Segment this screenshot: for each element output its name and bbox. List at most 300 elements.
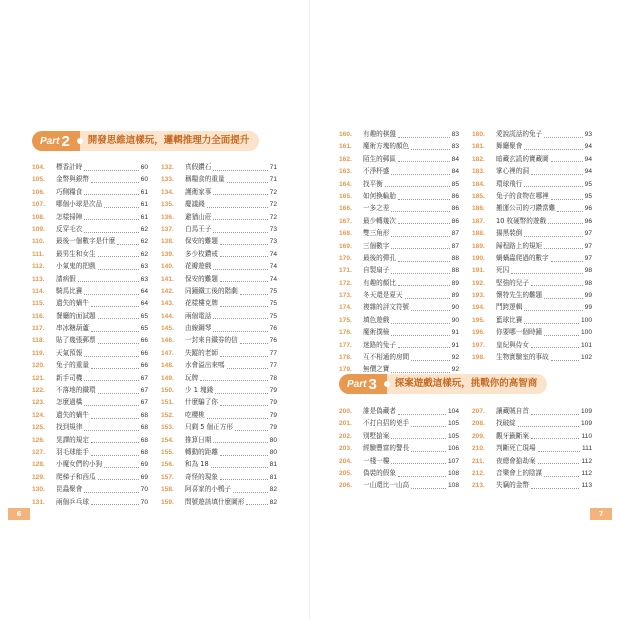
dot-leader: [91, 498, 139, 505]
toc-entry: [32, 322, 148, 334]
entry-page: 84: [451, 155, 459, 163]
entry-title: 填色遊戲: [363, 315, 390, 324]
dot-leader: [391, 242, 449, 249]
dot-leader: [557, 205, 582, 212]
entry-page: 108: [447, 469, 459, 477]
toc-entry: [32, 496, 148, 508]
dot-leader: [227, 362, 268, 369]
entry-page: 62: [140, 225, 148, 233]
entry-page: 90: [451, 316, 459, 324]
toc-entry: [339, 467, 459, 479]
dot-leader: [91, 300, 139, 307]
dot-leader: [544, 242, 583, 249]
dot-leader: [551, 155, 583, 162]
dot-leader: [246, 498, 267, 505]
entry-title: 同鐘鐵工後的階劇: [185, 286, 238, 295]
entry-title: 餐廳的面試題: [56, 311, 96, 320]
dot-leader: [391, 205, 449, 212]
entry-title: 音樂會上的陰謀: [496, 468, 543, 477]
toc-entry: [339, 326, 459, 338]
toc-entry: [161, 186, 277, 198]
dot-leader: [84, 288, 138, 295]
toc-entry: [161, 483, 277, 495]
toc-entry: [161, 421, 277, 433]
entry-title: 冬天還是夏天: [363, 291, 403, 300]
dot-leader: [391, 366, 449, 373]
toc-entry: [339, 202, 459, 214]
entry-page: 99: [584, 304, 592, 312]
entry-title: 最後的彈孔: [363, 253, 396, 262]
toc-entry: [161, 384, 277, 396]
entry-title: 別墅搶案: [363, 431, 390, 440]
toc-entry: [339, 178, 459, 190]
entry-number: 104.: [32, 164, 45, 171]
entry-page: 79: [269, 387, 277, 395]
entry-title: 怎麼過橋: [56, 398, 83, 407]
entry-number: 206.: [339, 482, 352, 490]
dot-leader: [215, 387, 267, 394]
dot-leader: [104, 201, 139, 208]
dot-leader: [220, 449, 268, 456]
entry-number: 141.: [161, 275, 174, 283]
entry-title: 暗藏玄謊的寶藏圖: [496, 154, 549, 163]
entry-page: 107: [447, 457, 459, 465]
entry-number: 174.: [339, 304, 352, 312]
entry-number: 150.: [161, 387, 174, 395]
entry-number: 143.: [161, 300, 174, 308]
dot-leader: [98, 250, 139, 257]
entry-number: 108.: [32, 213, 45, 221]
dot-leader: [411, 445, 446, 452]
entry-page: 78: [269, 374, 277, 382]
dot-leader: [398, 217, 450, 224]
entry-number: 111.: [32, 250, 45, 258]
part3-banner: [339, 374, 547, 394]
dot-leader: [411, 482, 446, 489]
entry-page: 104: [447, 408, 459, 415]
toc-entry: [339, 252, 459, 264]
entry-page: 66: [140, 362, 148, 370]
entry-title: 不打自招的兇手: [363, 419, 410, 428]
entry-number: 209.: [472, 432, 485, 440]
dot-leader: [91, 176, 139, 183]
toc-entry: [32, 396, 148, 408]
toc-entry: [339, 264, 459, 276]
entry-page: 109: [580, 408, 592, 415]
entry-title: 找破綻: [496, 419, 516, 428]
entry-title: 巧側糧食: [56, 187, 83, 196]
entry-number: 197.: [472, 341, 485, 349]
dot-leader: [98, 263, 139, 270]
entry-page: 94: [584, 168, 592, 176]
toc-entry: [161, 173, 277, 185]
entry-page: 95: [584, 192, 592, 200]
dot-leader: [411, 420, 446, 427]
dot-leader: [524, 317, 579, 324]
dot-leader: [84, 374, 138, 381]
entry-title: 什麼騙了你: [185, 398, 218, 407]
toc-entry: [472, 289, 592, 301]
toc-entry: [161, 496, 277, 508]
entry-number: 184.: [472, 180, 485, 188]
dot-leader: [220, 275, 268, 282]
toc-entry: [32, 334, 148, 346]
toc-entry: [339, 351, 459, 363]
dot-leader: [391, 329, 449, 336]
dot-leader: [391, 267, 449, 274]
entry-title: 三個數字: [363, 241, 390, 250]
entry-page: 64: [140, 287, 148, 295]
entry-page: 74: [269, 250, 277, 258]
entry-page: 100: [580, 329, 592, 337]
entry-page: 68: [140, 424, 148, 432]
entry-title: 籃球比賽: [496, 315, 523, 324]
toc-entry: [32, 434, 148, 446]
entry-title: 揚黑裝倒: [496, 229, 523, 238]
toc-entry: [472, 277, 592, 289]
entry-number: 193.: [472, 292, 485, 300]
entry-page: 69: [140, 461, 148, 469]
entry-title: 判斷死亡現場: [496, 444, 536, 453]
entry-title: 反穿毛衣: [56, 224, 83, 233]
dot-leader: [524, 180, 582, 187]
toc-entry: [32, 260, 148, 272]
dot-leader: [84, 399, 138, 406]
part3-badge: [339, 374, 387, 394]
toc-entry: [339, 339, 459, 351]
dot-leader: [411, 304, 450, 311]
toc-entry: [472, 165, 592, 177]
entry-number: 200.: [339, 408, 352, 415]
dot-leader: [531, 482, 580, 489]
dot-leader: [211, 461, 268, 468]
entry-title: 少 1 塊錢: [185, 386, 214, 395]
entry-page: 99: [584, 292, 592, 300]
entry-title: 找平衡: [363, 179, 383, 188]
entry-title: 遺失的蝸牛: [56, 299, 89, 308]
toc-entry: [339, 455, 459, 467]
dot-leader: [84, 188, 138, 195]
entry-title: 哪個小球是次品: [56, 200, 103, 209]
entry-page: 98: [584, 279, 592, 287]
dot-leader: [213, 164, 267, 171]
entry-page: 80: [269, 448, 277, 456]
toc-entry: [161, 322, 277, 334]
entry-page: 76: [269, 325, 277, 333]
entry-title: 環球飛行: [496, 179, 523, 188]
dot-leader: [233, 486, 268, 493]
entry-page: 108: [447, 482, 459, 490]
entry-title: 多少枚鑽戒: [185, 249, 218, 258]
entry-number: 187.: [472, 217, 485, 225]
entry-number: 124.: [32, 411, 45, 419]
entry-title: 騎馬比賽: [56, 286, 83, 295]
entry-number: 116.: [32, 312, 45, 320]
entry-number: 118.: [32, 337, 45, 345]
entry-title: 經驗豐富的警長: [363, 444, 410, 453]
dot-leader: [104, 461, 139, 468]
toc-entry: [472, 301, 592, 313]
entry-page: 113: [581, 482, 592, 490]
toc-entry: [339, 240, 459, 252]
entry-number: 166.: [339, 205, 352, 213]
entry-number: 131.: [32, 498, 45, 506]
toc-entry: [339, 215, 459, 227]
toc-entry: [472, 264, 592, 276]
dot-leader: [551, 354, 579, 361]
toc-entry: [339, 479, 459, 491]
entry-number: 180.: [472, 131, 485, 138]
entry-number: 189.: [472, 242, 485, 250]
entry-number: 178.: [339, 354, 352, 362]
dot-leader: [531, 432, 580, 439]
entry-title: 魔術撲檢: [363, 328, 390, 337]
entry-page: 61: [140, 188, 148, 196]
toc-entry: [339, 227, 459, 239]
entry-number: 145.: [161, 325, 174, 333]
toc-column-6: [472, 405, 592, 492]
entry-page: 75: [269, 300, 277, 308]
toc-entry: [472, 339, 592, 351]
entry-number: 121.: [32, 374, 45, 382]
dot-leader: [524, 304, 582, 311]
entry-number: 204.: [339, 457, 352, 465]
toc-entry: [472, 467, 592, 479]
entry-number: 110.: [32, 238, 45, 246]
entry-number: 130.: [32, 486, 45, 494]
entry-number: 134.: [161, 188, 174, 196]
entry-title: 堅強的兒子: [496, 278, 529, 287]
toc-entry: [472, 178, 592, 190]
entry-title: 新手司機: [56, 373, 83, 382]
dot-leader: [213, 188, 267, 195]
dot-leader: [398, 470, 446, 477]
entry-title: 羽毛球能手: [56, 447, 89, 456]
dot-leader: [511, 267, 582, 274]
toc-entry: [32, 161, 148, 173]
entry-page: 89: [451, 292, 459, 300]
entry-number: 109.: [32, 225, 45, 233]
entry-number: 195.: [472, 316, 485, 324]
entry-title: 你要哪一個時鐘: [496, 328, 543, 337]
entry-number: 122.: [32, 387, 45, 395]
entry-title: 怎樣掃陣: [56, 212, 83, 221]
entry-title: 魔術方塊的顏色: [363, 142, 410, 151]
entry-number: 123.: [32, 399, 45, 407]
entry-number: 132.: [161, 164, 174, 171]
entry-number: 120.: [32, 362, 45, 370]
entry-page: 81: [269, 473, 277, 481]
entry-page: 88: [451, 267, 459, 275]
toc-entry: [32, 372, 148, 384]
dot-leader: [411, 143, 450, 150]
entry-title: 請病假: [56, 274, 76, 283]
dot-leader: [405, 292, 450, 299]
entry-page: 63: [140, 275, 148, 283]
entry-number: 211.: [472, 457, 485, 465]
entry-title: 花瓣遊戲: [185, 262, 212, 271]
entry-page: 72: [269, 188, 277, 196]
toc-entry: [161, 334, 277, 346]
entry-number: 191.: [472, 267, 485, 275]
dot-leader: [91, 362, 139, 369]
toc-entry: [161, 248, 277, 260]
toc-column-5: [339, 405, 459, 492]
entry-title: 互不相通的房間: [363, 353, 410, 362]
entry-page: 92: [451, 366, 459, 374]
toc-column-3: [339, 128, 459, 376]
dot-leader: [240, 337, 268, 344]
entry-number: 112.: [32, 263, 45, 271]
entry-number: 210.: [472, 445, 485, 453]
entry-page: 88: [451, 254, 459, 262]
dot-leader: [220, 473, 268, 480]
dot-leader: [544, 470, 579, 477]
entry-number: 133.: [161, 176, 174, 184]
entry-title: 鬥跨逻輯: [496, 303, 523, 312]
entry-number: 126.: [32, 436, 45, 444]
entry-page: 79: [269, 424, 277, 432]
dot-leader: [213, 263, 267, 270]
dot-leader: [213, 226, 267, 233]
dot-leader: [78, 275, 139, 282]
toc-entry: [472, 442, 592, 454]
dot-leader: [531, 168, 583, 175]
entry-number: 142.: [161, 287, 174, 295]
entry-number: 194.: [472, 304, 485, 312]
entry-title: 皇紀與侍女: [496, 340, 529, 349]
entry-number: 192.: [472, 279, 485, 287]
entry-page: 96: [584, 205, 592, 213]
toc-entry: [472, 405, 592, 417]
entry-number: 156.: [161, 461, 174, 469]
entry-title: 兔子的食物在哪裡: [496, 191, 549, 200]
dot-leader: [538, 457, 580, 464]
entry-page: 112: [581, 469, 592, 477]
entry-page: 90: [451, 304, 459, 312]
part2-number: 2: [61, 132, 70, 150]
entry-page: 85: [451, 180, 459, 188]
entry-number: 137.: [161, 225, 174, 233]
dot-leader: [213, 312, 267, 319]
toc-entry: [161, 471, 277, 483]
entry-page: 67: [140, 374, 148, 382]
entry-page: 70: [140, 486, 148, 494]
entry-number: 113.: [32, 275, 45, 283]
entry-number: 135.: [161, 201, 174, 209]
dot-leader: [91, 325, 139, 332]
entry-number: 138.: [161, 238, 174, 246]
dot-leader: [411, 354, 450, 361]
entry-number: 140.: [161, 263, 174, 271]
toc-entry: [32, 211, 148, 223]
entry-number: 188.: [472, 230, 485, 238]
entry-title: 保安的難題: [185, 274, 218, 283]
entry-page: 82: [269, 498, 277, 506]
entry-title: 水會溢出來嗎: [185, 361, 225, 370]
toc-entry: [472, 479, 592, 491]
dot-leader: [207, 412, 268, 419]
entry-title: 誰是偽藏者: [363, 407, 396, 415]
badge-dot-icon: [384, 381, 390, 387]
entry-title: 找到規律: [56, 423, 83, 432]
entry-title: 阿喜家的小鴨子: [185, 485, 232, 494]
entry-number: 173.: [339, 292, 352, 300]
entry-page: 60: [140, 164, 148, 171]
entry-page: 77: [269, 362, 277, 370]
entry-page: 71: [269, 176, 277, 184]
dot-leader: [91, 412, 139, 419]
entry-number: 157.: [161, 473, 174, 481]
entry-number: 125.: [32, 424, 45, 432]
entry-page: 68: [140, 411, 148, 419]
dot-leader: [544, 329, 579, 336]
entry-number: 115.: [32, 300, 45, 308]
entry-page: 65: [140, 312, 148, 320]
entry-title: 花樣樓克牌: [185, 299, 218, 308]
dot-leader: [398, 279, 450, 286]
entry-page: 70: [140, 498, 148, 506]
entry-title: 轉動的距離: [185, 447, 218, 456]
entry-title: 迷路的兔子: [363, 340, 396, 349]
entry-title: 晃譯的規定: [56, 435, 89, 444]
entry-page: 73: [269, 238, 277, 246]
entry-number: 167.: [339, 217, 352, 225]
dot-leader: [84, 213, 138, 220]
dot-leader: [524, 143, 582, 150]
entry-number: 205.: [339, 469, 352, 477]
entry-page: 76: [269, 337, 277, 345]
toc-entry: [161, 434, 277, 446]
entry-number: 196.: [472, 329, 485, 337]
entry-page: 86: [451, 217, 459, 225]
entry-number: 202.: [339, 432, 352, 440]
dot-leader: [531, 341, 579, 348]
dot-leader: [385, 180, 450, 187]
toc-entry: [472, 430, 592, 442]
entry-number: 169.: [339, 242, 352, 250]
entry-page: 89: [451, 279, 459, 287]
entry-title: 掌心裡的洞: [496, 167, 529, 176]
entry-page: 80: [269, 436, 277, 444]
entry-page: 91: [451, 341, 459, 349]
entry-title: 爬梯子和西瓜: [56, 472, 96, 481]
toc-entry: [339, 128, 459, 140]
entry-page: 63: [140, 263, 148, 271]
toc-entry: [339, 430, 459, 442]
toc-entry: [161, 359, 277, 371]
dot-leader: [220, 399, 268, 406]
entry-page: 67: [140, 387, 148, 395]
badge-dot-icon: [77, 138, 83, 144]
entry-page: 77: [269, 349, 277, 357]
toc-entry: [32, 421, 148, 433]
dot-leader: [524, 230, 582, 237]
entry-title: 最男生和女生: [56, 249, 96, 258]
toc-column-1: [32, 161, 148, 508]
entry-number: 190.: [472, 254, 485, 262]
entry-number: 207.: [472, 408, 485, 415]
entry-title: 稱糧食的重量: [185, 175, 225, 184]
entry-page: 66: [140, 337, 148, 345]
dot-leader: [551, 255, 583, 262]
entry-number: 129.: [32, 473, 45, 481]
entry-title: 歸程路上的規矩: [496, 241, 543, 250]
toc-entry: [339, 417, 459, 429]
entry-page: 97: [584, 230, 592, 238]
entry-number: 136.: [161, 213, 174, 221]
dot-leader: [391, 317, 449, 324]
